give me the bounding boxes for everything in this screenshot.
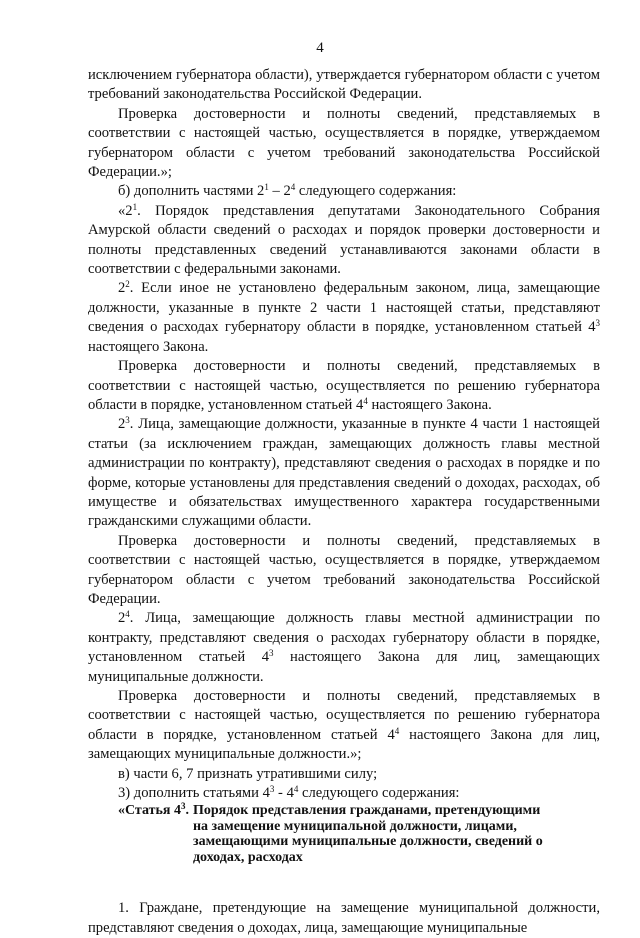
paragraph-part-2-4: $2^4$. Лица, замещающие должность главы местной администрации по контракту, представляют сведения о расходах губернатору области в порядке, установленном статьей $4^3$ настоящего Закона для лиц, замещающих муниципальные должности. [88,609,601,685]
paragraph-continuation: исключением губернатора области), утверждается губернатором области с учетом требований законодательства Российской Федерации. [88,67,600,103]
paragraph-verification-4: Проверка достоверности и полноты сведений, представляемых в соответствии с настоящей частью, осуществляется по решению губернатора области в порядке, установленном статьей $4^4$ настоящего Закона для лиц, замещающих муниципальные должности.»; [88,688,600,763]
paragraph-part-2-2: $2^2$. Если иное не установлено федеральным законом, лица, замещающие должности, указанные в пункте 2 части 1 настоящей статьи, представляют сведения о расходах губернатору области в порядке, установленном статьей $4^3$ настоящего Закона. [88,279,600,355]
paragraph-repeal: в) части 6, 7 признать утратившими силу; [118,765,378,782]
paragraph-article-part-1: 1. Граждане, претендующие на замещение муниципальной должности, представляют сведения о доходах, лица, замещающие муниципальные [88,900,600,936]
paragraph-verification-2: Проверка достоверности и полноты сведений, представляемых в соответствии с настоящей частью, осуществляется по решению губернатора области в порядке, установленном статьей $4^4$ настоящего Закона. [88,358,600,413]
paragraph-part-2-3: $2^3$. Лица, замещающие должности, указанные в пункте 4 части 1 настоящей статьи (за исключением граждан, замещающих должность главы местной администрации по контракту), представляют сведения о расходах в порядке и по форме, которые установлены для представления сведений о доходах, расходах, об имуществе и обязательствах имущественного характера государственными гражданскими служащими области. [88,415,600,530]
document-body [88,66,600,938]
paragraph-verification-3: Проверка достоверности и полноты сведений, представляемых в соответствии с настоящей частью, осуществляется в порядке, утверждаемом губернатором области с учетом требований законодательства Российской Федерации. [88,532,600,607]
paragraph-part-2-1: «$2^1$. Порядок представления депутатами Законодательного Собрания Амурской области сведений о расходах и порядок проверки достоверности и полноты представленных сведений устанавливаются законами области в соответствии с федеральными законами. [88,201,600,278]
article-heading [88,803,600,865]
article-title-line: доходах, расходах [192,849,303,865]
paragraph-verification-1: Проверка достоверности и полноты сведений, представляемых в соответствии с настоящей частью, осуществляется в порядке, утверждаемом губернатором области с учетом требований законодательства Российской Федерации.»; [88,105,600,181]
article-title-line: замещающими муниципальные должности, сведений о [192,834,543,850]
page-number: 4 [316,40,324,56]
article-number: «Статья $4^3$. [118,801,189,819]
article-title [189,803,543,865]
paragraph-add-parts: б) дополнить частями $2^1 - 2^4$ следующего содержания: [118,182,457,200]
article-title-line: на замещение муниципальной должности, лицами, [192,818,517,834]
paragraph-add-articles: 3) дополнить статьями $4^3 - 4^4$ следующего содержания: [118,784,460,802]
article-title-line: Порядок представления гражданами, претендующими [192,803,541,819]
